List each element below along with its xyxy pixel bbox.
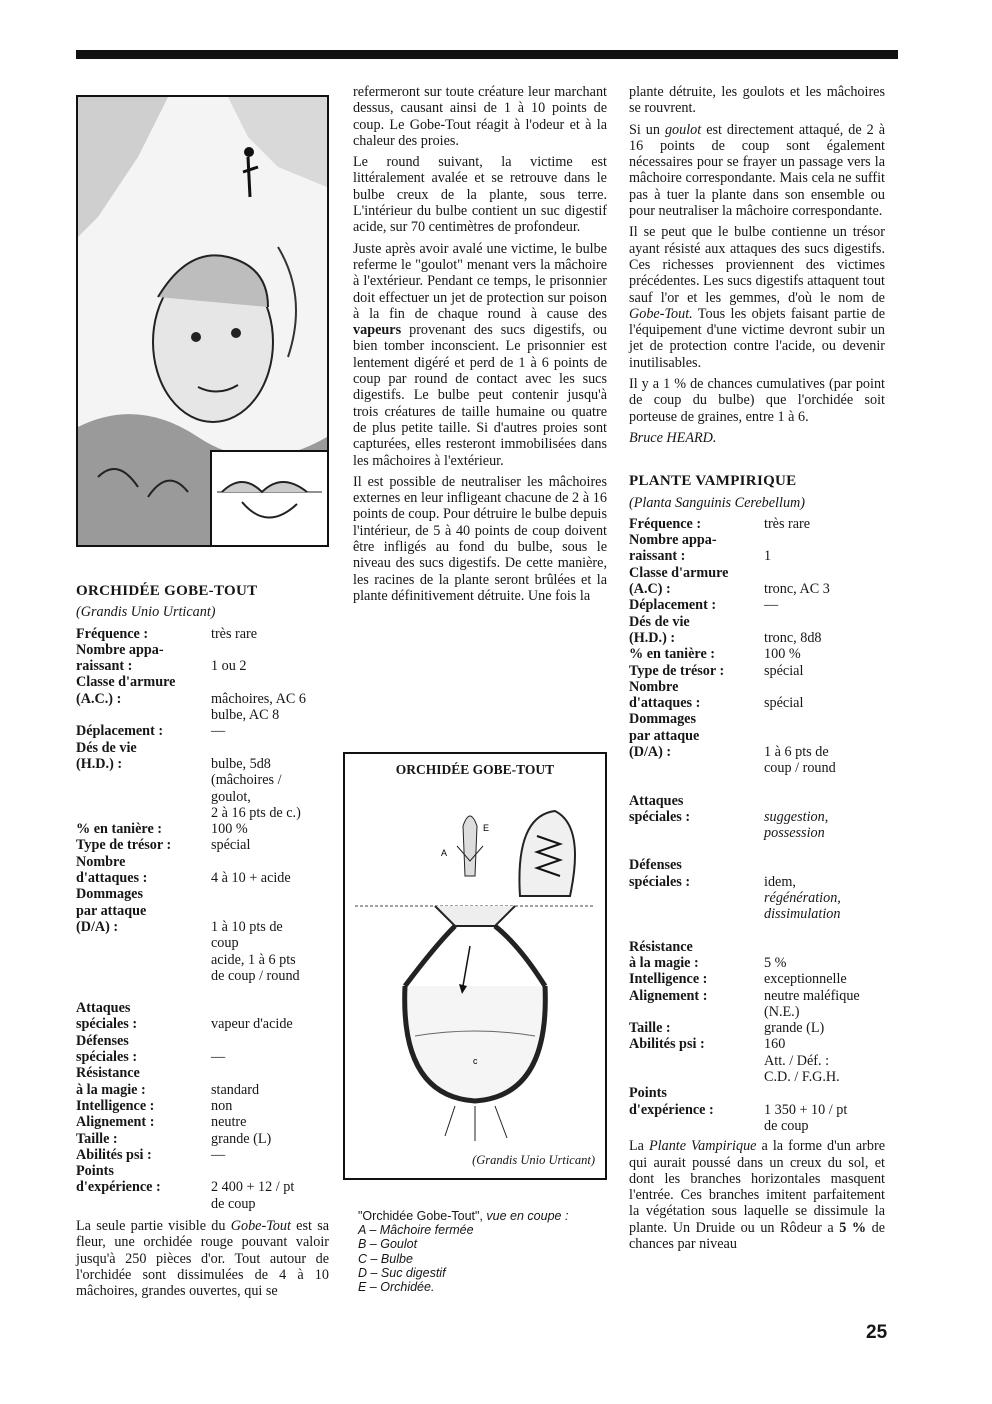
stat-value: de coup (764, 1117, 809, 1134)
stat-row (629, 841, 885, 857)
stat-value: grande (L) (764, 1020, 825, 1037)
stat-row (629, 597, 885, 613)
stat-row (76, 674, 329, 690)
stat-key: Résistance (76, 1065, 140, 1082)
stat-value (764, 857, 885, 873)
stat-key: Résistance (629, 938, 693, 955)
stat-value: vapeur d'acide (211, 1016, 293, 1033)
stat-key: spéciales : (76, 1049, 138, 1066)
stat-value: possession (764, 825, 825, 842)
stat-value: 1 à 6 pts de (764, 743, 829, 760)
stat-key: Alignement : (629, 987, 708, 1004)
stat-key: Type de trésor : (629, 662, 725, 679)
stat-row (76, 821, 329, 837)
stat-row (76, 1000, 329, 1016)
stat-row (629, 565, 885, 581)
orchidee-description: La seule partie visible du Gobe-Tout est sa fleur, une orchidée rouge pouvant valoir jusqu'à 250 pièces d'or. Tout autour de l'orchidée sont dissimulées de 4 à 10 mâchoires, grandes ouvertes, qui se (76, 1217, 330, 1300)
stat-row (629, 988, 885, 1004)
stat-row (629, 711, 885, 727)
stat-key: Défenses (629, 857, 682, 874)
stat-key: Dés de vie (76, 739, 137, 756)
stat-value: grande (L) (211, 1130, 272, 1147)
col2-paragraph-4: Il est possible de neutraliser les mâchoires externes en leur infligeant chacune de 2 à 16 points de coup. Pour détruire le bulbe depuis l'intérieur, de 5 à 40 points de coup doivent être infligés au fond du bulbe, sous le niveau des sucs digestifs. De cette manière, les racines de la plante seront brûlées et la plante définitivement détruite. Une fois la (353, 473, 607, 604)
stat-value: 5 % (764, 954, 787, 971)
stat-key: par attaque (76, 902, 147, 919)
stat-key: (H.D.) : (629, 629, 676, 646)
stat-row (76, 919, 329, 935)
stat-row (76, 1179, 329, 1195)
stat-row (76, 1082, 329, 1098)
stat-row (76, 984, 329, 1000)
stat-value: 1 ou 2 (211, 658, 247, 675)
stat-key (629, 906, 764, 922)
stat-row (629, 1085, 885, 1101)
stat-value: tronc, AC 3 (764, 581, 830, 598)
stat-value (211, 1065, 329, 1081)
stat-row (629, 679, 885, 695)
stat-value: exceptionnelle (764, 971, 847, 988)
column-1 (76, 583, 329, 1304)
stat-value: (mâchoires / (211, 772, 282, 789)
legend-item: B – Goulot (358, 1237, 418, 1252)
orchidee-title: ORCHIDÉE GOBE-TOUT (76, 583, 258, 599)
stat-key: à la magie : (76, 1081, 146, 1098)
stat-value: dissimulation (764, 906, 841, 923)
column-3 (629, 84, 885, 1257)
stat-key (76, 707, 211, 723)
stat-row (629, 695, 885, 711)
stat-key: Attaques (76, 1000, 131, 1017)
stat-value (764, 841, 885, 857)
stat-key: Intelligence : (76, 1097, 155, 1114)
stat-key: raissant : (76, 658, 133, 675)
stat-value: suggestion, (764, 808, 829, 825)
col3-paragraph-2: Si un goulot est directement attaqué, de 2 à 16 points de coup sont également nécessaires pour se frayer un passage vers la mâchoire correspondante. Mais cela ne suffit pas à tuer la plante dans son ensemble ou pour neutraliser la mâchoire correspondante. (629, 121, 886, 220)
stat-value (211, 1163, 329, 1179)
stat-key: (A.C.) : (76, 690, 122, 707)
stat-row (629, 1118, 885, 1134)
stat-row (76, 952, 329, 968)
stat-key: Attaques (629, 792, 684, 809)
col2-paragraph-1: refermeront sur toute créature leur marchant dessus, causant ainsi de 1 à 10 points de coup. Le Gobe-Tout réagit à l'odeur et à la chaleur des proies. (353, 84, 607, 149)
stat-key: Nombre appa- (629, 532, 717, 549)
stat-value (764, 532, 885, 548)
stat-key: Déplacement : (76, 723, 164, 740)
stat-value (211, 903, 329, 919)
vampire-intro: La Plante Vampirique a la forme d'un arbre qui aurait poussé dans un creux du sol, et dont les branches horizontales masquent l'entrée. Ces branches imitent parfaitement la végétation sous laquelle se dissimule la plante. Un Druide ou un Rôdeur a 5 % de chances par niveau (629, 1138, 886, 1252)
stat-value: spécial (211, 837, 251, 854)
stat-key (76, 968, 211, 984)
stat-value (211, 1033, 329, 1049)
stat-row (76, 707, 329, 723)
stat-value: 160 (764, 1036, 786, 1053)
stat-value: coup / round (764, 760, 836, 777)
stat-key: Fréquence : (629, 515, 702, 532)
stat-value (211, 674, 329, 690)
author-signature: Bruce HEARD. (629, 429, 717, 446)
col3-paragraph-3: Il se peut que le bulbe contienne un trésor ayant résisté aux attaques des sucs digestifs. Ces richesses proviennent des victimes précédentes. Les sucs digestifs attaquent tout sauf l'or et les gemmes, d'où le nom de Gobe-Tout. Tous les objets faisant partie de l'équipement d'une victime devront subir un jet de protection contre l'acide, ou devenir inutilisables. (629, 224, 885, 371)
stat-key (76, 935, 211, 951)
stat-value (764, 923, 885, 939)
stat-value: mâchoires, AC 6 (211, 690, 306, 707)
stat-value: idem, (764, 873, 796, 890)
stat-value (211, 1000, 329, 1016)
stat-row (629, 728, 885, 744)
stat-value (211, 854, 329, 870)
stat-key: Déplacement : (629, 597, 717, 614)
stat-key: (D/A) : (629, 743, 672, 760)
stat-row (629, 955, 885, 971)
stat-row (629, 857, 885, 873)
stat-key: Taille : (76, 1130, 118, 1147)
stat-row (76, 1049, 329, 1065)
stat-row (629, 532, 885, 548)
stat-value: spécial (764, 695, 804, 712)
col3-paragraph-1: plante détruite, les goulots et les mâchoires se rouvrent. (629, 84, 885, 117)
stat-value: coup (211, 935, 239, 952)
stat-row (76, 1065, 329, 1081)
diagram-box (343, 752, 607, 1180)
stat-value: de coup (211, 1195, 256, 1212)
stat-key (629, 841, 764, 857)
stat-key (76, 772, 211, 788)
stat-row (76, 968, 329, 984)
stat-key: Dommages (629, 711, 696, 728)
vampire-subtitle: (Planta Sanguinis Cerebellum) (629, 494, 806, 511)
stat-row (76, 626, 329, 642)
stat-key: Abilités psi : (76, 1146, 152, 1163)
stat-value: spécial (764, 662, 804, 679)
stat-value: 2 à 16 pts de c.) (211, 804, 301, 821)
stat-key: Nombre (629, 678, 679, 695)
stat-key (629, 890, 764, 906)
stat-key (76, 952, 211, 968)
stat-row (76, 805, 329, 821)
stat-key: raissant : (629, 548, 686, 565)
stat-row (629, 809, 885, 825)
stat-key: % en tanière : (629, 646, 716, 663)
stat-row (629, 1036, 885, 1052)
header-rule (76, 50, 898, 59)
stat-key (629, 1053, 764, 1069)
stat-value: régénération, (764, 890, 841, 907)
stat-row (76, 1196, 329, 1212)
stat-value: 4 à 10 + acide (211, 870, 291, 887)
stat-row (76, 1163, 329, 1179)
stat-row (76, 1114, 329, 1130)
col2-paragraph-3: Juste après avoir avalé une victime, le bulbe referme le "goulot" menant vers la mâchoire à l'extérieur. Pendant ce temps, le prisonnier doit effectuer un jet de protection sur poison à la fin de chaque round à cause des vapeurs provenant des sucs digestifs, ou bien tomber inconscient. Le prisonnier est lentement digéré et perd de 1 à 6 points de coup par round de contact avec les sucs digestifs. Le bulbe peut contenir jusqu'à trois créatures de taille humaine ou quatre de plus petite taille. Si d'autres proies sont capturées, elles resteront immobilisées dans les mâchoires à l'extérieur. (353, 240, 608, 469)
stat-value: — (211, 1049, 226, 1066)
stat-row (76, 837, 329, 853)
stat-value (764, 614, 885, 630)
stat-row (76, 870, 329, 886)
stat-row (76, 886, 329, 902)
col2-paragraph-2: Le round suivant, la victime est littéralement avalée et se retrouve dans le bulbe creux de la plante, sous terre. L'intérieur du bulbe contient un suc digestif acide, sur 70 centimètres de profondeur. (353, 154, 607, 236)
stat-value: bulbe, AC 8 (211, 707, 280, 724)
stat-row (629, 581, 885, 597)
stat-value: bulbe, 5d8 (211, 755, 271, 772)
stat-value: 100 % (764, 646, 801, 663)
stat-value (211, 984, 329, 1000)
orchidee-stat-block (76, 626, 329, 1212)
stat-key: % en tanière : (76, 821, 163, 838)
stat-value (211, 740, 329, 756)
stat-row (629, 1020, 885, 1036)
stat-value: 1 à 10 pts de (211, 918, 283, 935)
stat-key: à la magie : (629, 954, 699, 971)
stat-value: — (211, 723, 226, 740)
stat-row (76, 789, 329, 805)
stat-row (629, 630, 885, 646)
stat-row (629, 516, 885, 532)
stat-key (76, 984, 211, 1000)
stat-row (76, 1131, 329, 1147)
stat-value: 1 350 + 10 / pt (764, 1101, 848, 1118)
legend-item: E – Orchidée. (358, 1280, 435, 1295)
stat-row (76, 1033, 329, 1049)
legend-heading: "Orchidée Gobe-Tout", vue en coupe : (358, 1209, 569, 1223)
stat-key (76, 805, 211, 821)
stat-value: tronc, 8d8 (764, 629, 822, 646)
legend-item: D – Suc digestif (358, 1265, 446, 1280)
stat-row (629, 793, 885, 809)
stat-value: acide, 1 à 6 pts (211, 951, 296, 968)
stat-row (76, 658, 329, 674)
diagram-title: ORCHIDÉE GOBE-TOUT (395, 762, 555, 777)
stat-row (629, 663, 885, 679)
stat-row (629, 906, 885, 922)
stat-row (629, 548, 885, 564)
inset-art (212, 452, 327, 545)
legend-item: A – Mâchoire fermée (358, 1223, 474, 1238)
stat-key: par attaque (629, 727, 700, 744)
stat-key (76, 1196, 211, 1212)
stat-key: Intelligence : (629, 971, 708, 988)
illustration-inset (210, 450, 329, 547)
stat-row (76, 903, 329, 919)
stat-key (629, 760, 764, 776)
stat-row (76, 740, 329, 756)
stat-value: — (764, 597, 779, 614)
stat-row (76, 935, 329, 951)
stat-value: neutre (211, 1114, 247, 1131)
stat-row (629, 614, 885, 630)
stat-key: Dommages (76, 886, 143, 903)
stat-key: Alignement : (76, 1114, 155, 1131)
stat-row (76, 854, 329, 870)
stat-value (764, 565, 885, 581)
stat-row (76, 772, 329, 788)
stat-key: Abilités psi : (629, 1036, 705, 1053)
stat-key: Classe d'armure (76, 674, 176, 691)
stat-key: (D/A) : (76, 918, 119, 935)
stat-key: Taille : (629, 1020, 671, 1037)
stat-key: d'expérience : (76, 1179, 161, 1196)
stat-key (629, 777, 764, 793)
stat-row (629, 825, 885, 841)
stat-value (211, 886, 329, 902)
stat-row (629, 923, 885, 939)
stat-key (629, 923, 764, 939)
stat-key (629, 825, 764, 841)
stat-value: C.D. / F.G.H. (764, 1069, 840, 1086)
stat-key: spéciales : (629, 873, 691, 890)
page-number: 25 (866, 1322, 888, 1343)
stat-key: Nombre (76, 853, 126, 870)
diagram-label-c: c (473, 1056, 478, 1066)
stat-row (76, 1016, 329, 1032)
stat-value (764, 679, 885, 695)
stat-key: Classe d'armure (629, 564, 729, 581)
stat-key: Points (629, 1085, 667, 1102)
stat-row (76, 756, 329, 772)
stat-value: de coup / round (211, 967, 300, 984)
stat-value: 2 400 + 12 / pt (211, 1179, 295, 1196)
stat-key: d'attaques : (76, 870, 148, 887)
stat-row (629, 890, 885, 906)
vampire-title: PLANTE VAMPIRIQUE (629, 473, 797, 490)
stat-row (629, 939, 885, 955)
stat-row (629, 777, 885, 793)
stat-row (629, 1004, 885, 1020)
stat-value: standard (211, 1081, 260, 1098)
stat-key: Type de trésor : (76, 837, 172, 854)
stat-row (629, 971, 885, 987)
stat-key: (H.D.) : (76, 755, 123, 772)
stat-value: Att. / Déf. : (764, 1052, 830, 1069)
stat-key (629, 1069, 764, 1085)
stat-key (629, 1118, 764, 1134)
stat-row (76, 1098, 329, 1114)
diagram-label-a: A (441, 848, 448, 858)
stat-row (629, 1102, 885, 1118)
stat-key: spéciales : (629, 808, 691, 825)
stat-row (629, 1053, 885, 1069)
stat-key: d'attaques : (629, 695, 701, 712)
stat-value: goulot, (211, 788, 251, 805)
stat-row (76, 642, 329, 658)
stat-value: neutre maléfique (764, 987, 860, 1004)
stat-value (211, 642, 329, 658)
stat-value: 100 % (211, 821, 248, 838)
stat-key: Fréquence : (76, 625, 149, 642)
stat-value: très rare (764, 515, 811, 532)
diagram-caption: (Grandis Unio Urticant) (472, 1153, 595, 1167)
stat-value: non (211, 1097, 233, 1114)
stat-row (629, 874, 885, 890)
stat-value (764, 711, 885, 727)
stat-row (76, 723, 329, 739)
stat-value: — (211, 1146, 226, 1163)
stat-value (764, 1085, 885, 1101)
col3-paragraph-4: Il y a 1 % de chances cumulatives (par point de coup du bulbe) que l'orchidée soit porteuse de graines, entre 1 à 6. (629, 376, 885, 425)
stat-row (629, 1069, 885, 1085)
diagram-label-e: E (483, 823, 490, 833)
stat-key: Dés de vie (629, 613, 690, 630)
column-2 (353, 84, 607, 609)
stat-row (629, 744, 885, 760)
diagram-legend (358, 1209, 568, 1294)
stat-value (764, 777, 885, 793)
stat-key: (A.C) : (629, 581, 671, 598)
vampire-stat-block (629, 516, 885, 1134)
stat-value (764, 728, 885, 744)
stat-value: 1 (764, 548, 772, 565)
stat-value: (N.E.) (764, 1003, 800, 1020)
stat-row (629, 646, 885, 662)
stat-key: spéciales : (76, 1016, 138, 1033)
legend-item: C – Bulbe (358, 1251, 413, 1266)
stat-row (629, 760, 885, 776)
diagram-cross-section (345, 786, 605, 1146)
stat-key: Points (76, 1163, 114, 1180)
stat-value: très rare (211, 625, 258, 642)
stat-row (76, 1147, 329, 1163)
stat-value (764, 793, 885, 809)
stat-key (629, 1004, 764, 1020)
stat-key: d'expérience : (629, 1101, 714, 1118)
stat-key: Défenses (76, 1032, 129, 1049)
stat-key (76, 789, 211, 805)
stat-value (764, 939, 885, 955)
stat-key: Nombre appa- (76, 641, 164, 658)
orchidee-subtitle: (Grandis Unio Urticant) (76, 604, 216, 621)
stat-row (76, 691, 329, 707)
